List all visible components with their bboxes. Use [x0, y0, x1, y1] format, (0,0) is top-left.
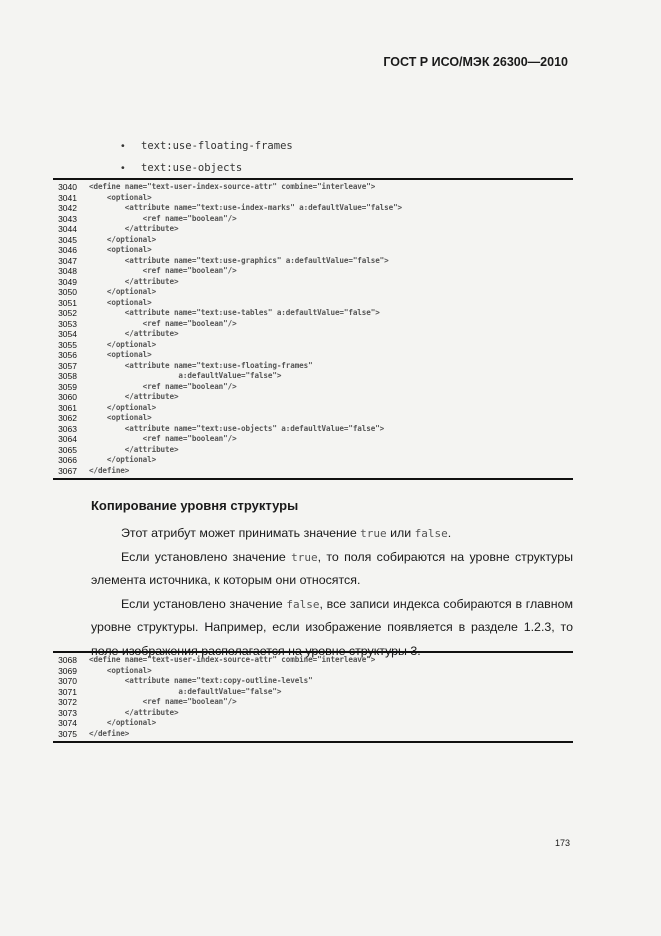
code-line: [53, 718, 573, 729]
code-line: [53, 350, 573, 361]
line-number: 3042: [58, 203, 77, 213]
code-text: <attribute name="text:use-graphics" a:defaultValue="false">: [89, 255, 389, 265]
code-text: <attribute name="text:use-tables" a:defaultValue="false">: [89, 308, 380, 317]
line-number: 3054: [58, 329, 77, 339]
bullet-list: [121, 138, 581, 182]
code-line: [53, 392, 573, 403]
line-number: 3059: [58, 381, 77, 392]
paragraph: Если установлено значение true, то поля собираются на уровне структуры элемента источника, к которым они относятся.: [91, 549, 573, 587]
line-number: 3074: [58, 718, 77, 728]
code-text: </define>: [89, 465, 130, 475]
line-number: 3073: [58, 707, 77, 718]
code-line: [53, 182, 573, 193]
code-line: [53, 193, 573, 204]
code-text: <define name="text-user-index-source-attr" combine="interleave">: [89, 182, 376, 191]
code-text: <optional>: [89, 665, 152, 675]
line-number: 3064: [58, 434, 77, 444]
code-text: </optional>: [89, 402, 157, 412]
code-text: <optional>: [89, 297, 152, 307]
code-line: [53, 708, 573, 719]
code-text: <attribute name="text:use-index-marks" a:defaultValue="false">: [89, 203, 403, 212]
code-line: [53, 655, 573, 666]
code-text: </optional>: [89, 287, 157, 296]
code-line: [53, 729, 573, 740]
code-line: [53, 403, 573, 414]
code-line: [53, 235, 573, 246]
code-text: </optional>: [89, 339, 157, 349]
line-number: 3056: [58, 350, 77, 360]
line-number: 3050: [58, 287, 77, 297]
code-line: [53, 687, 573, 698]
code-text: <optional>: [89, 350, 152, 359]
page-number: 173: [554, 838, 570, 848]
code-text: a:defaultValue="false">: [89, 371, 282, 380]
line-number: 3072: [58, 697, 77, 707]
code-text: </optional>: [89, 455, 157, 464]
line-number: 3048: [58, 266, 77, 276]
code-text: </attribute>: [89, 224, 179, 233]
code-line: [53, 319, 573, 330]
code-text: </optional>: [89, 234, 157, 244]
code-text: <attribute name="text:use-objects" a:defaultValue="false">: [89, 423, 385, 433]
code-text: <attribute name="text:copy-outline-levels": [89, 676, 313, 685]
code-listing-1: [53, 178, 573, 480]
code-text: <ref name="boolean"/>: [89, 434, 237, 443]
code-line: [53, 245, 573, 256]
bullet-text: text:use-floating-frames: [141, 140, 293, 152]
code-text: <ref name="boolean"/>: [89, 697, 237, 706]
line-number: 3058: [58, 371, 77, 381]
code-text: </attribute>: [89, 329, 179, 338]
bullet-item: [121, 138, 581, 160]
code-line: [53, 298, 573, 309]
code-text: <attribute name="text:use-floating-frames": [89, 360, 313, 370]
code-line: [53, 308, 573, 319]
page-header: ГОСТ Р ИСО/МЭК 26300—2010: [383, 55, 568, 69]
line-number: 3067: [58, 465, 77, 476]
code-text: <ref name="boolean"/>: [89, 266, 237, 275]
code-line: [53, 340, 573, 351]
code-text: <define name="text-user-index-source-attr" combine="interleave">: [89, 655, 376, 664]
paragraph: Если установлено значение false, все записи индекса собираются в главном уровне структуры. Например, если изображение появляется в разделе 1.2.3, то поле изображения располагается на уровне структуры 3.: [91, 596, 573, 658]
body-text: [91, 522, 573, 663]
code-text: </optional>: [89, 718, 157, 727]
code-line: [53, 224, 573, 235]
code-line: [53, 424, 573, 435]
code-text: </attribute>: [89, 707, 179, 717]
code-line: [53, 287, 573, 298]
line-number: 3043: [58, 213, 77, 224]
line-number: 3052: [58, 308, 77, 318]
code-text: <ref name="boolean"/>: [89, 318, 237, 328]
code-line: [53, 697, 573, 708]
line-number: 3069: [58, 665, 77, 676]
code-line: [53, 266, 573, 277]
code-line: [53, 434, 573, 445]
code-line: [53, 445, 573, 456]
code-line: [53, 214, 573, 225]
paragraph: Этот атрибут может принимать значение true или false.: [121, 526, 452, 540]
code-line: [53, 666, 573, 677]
code-text: <optional>: [89, 413, 152, 422]
line-number: 3075: [58, 728, 77, 739]
line-number: 3046: [58, 245, 77, 255]
code-line: [53, 413, 573, 424]
line-number: 3045: [58, 234, 77, 245]
code-line: [53, 466, 573, 477]
line-number: 3070: [58, 676, 77, 686]
line-number: 3066: [58, 455, 77, 465]
code-text: <ref name="boolean"/>: [89, 213, 237, 223]
line-number: 3051: [58, 297, 77, 308]
code-text: a:defaultValue="false">: [89, 686, 282, 696]
code-text: </attribute>: [89, 392, 179, 401]
line-number: 3062: [58, 413, 77, 423]
bullet-text: text:use-objects: [141, 162, 243, 174]
code-line: [53, 382, 573, 393]
line-number: 3065: [58, 444, 77, 455]
line-number: 3055: [58, 339, 77, 350]
code-line: [53, 361, 573, 372]
code-line: [53, 455, 573, 466]
code-line: [53, 371, 573, 382]
code-text: </attribute>: [89, 444, 179, 454]
line-number: 3047: [58, 255, 77, 266]
line-number: 3071: [58, 686, 77, 697]
code-line: [53, 329, 573, 340]
code-text: </attribute>: [89, 276, 179, 286]
code-line: [53, 203, 573, 214]
line-number: 3049: [58, 276, 77, 287]
line-number: 3063: [58, 423, 77, 434]
code-text: </define>: [89, 728, 130, 738]
line-number: 3041: [58, 192, 77, 203]
line-number: 3061: [58, 402, 77, 413]
line-number: 3044: [58, 224, 77, 234]
line-number: 3053: [58, 318, 77, 329]
code-text: <optional>: [89, 245, 152, 254]
code-listing-2: [53, 651, 573, 743]
line-number: 3060: [58, 392, 77, 402]
bullet-icon: •: [121, 162, 125, 174]
line-number: 3068: [58, 655, 77, 665]
code-line: [53, 277, 573, 288]
code-line: [53, 256, 573, 267]
section-heading: Копирование уровня структуры: [91, 498, 299, 513]
line-number: 3057: [58, 360, 77, 371]
code-text: <optional>: [89, 192, 152, 202]
bullet-icon: •: [121, 140, 125, 152]
line-number: 3040: [58, 182, 77, 192]
code-text: <ref name="boolean"/>: [89, 381, 237, 391]
code-line: [53, 676, 573, 687]
